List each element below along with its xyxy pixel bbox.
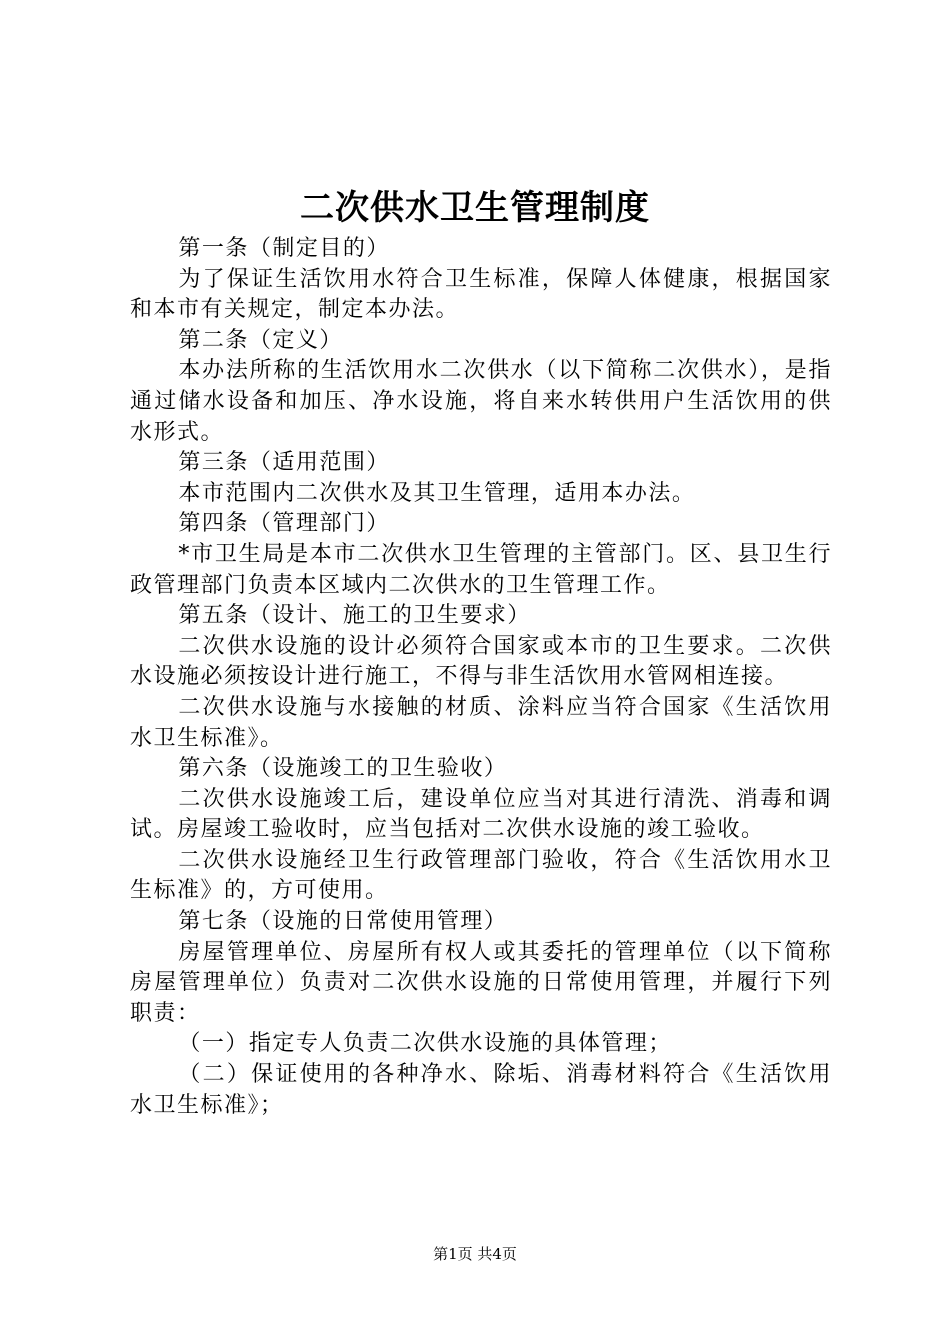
paragraph: *市卫生局是本市二次供水卫生管理的主管部门。区、县卫生行政管理部门负责本区域内二次供水的卫生管理工作。 — [130, 541, 832, 598]
paragraph: 二次供水设施的设计必须符合国家或本市的卫生要求。二次供水设施必须按设计进行施工，不得与非生活饮用水管网相连接。 — [130, 633, 832, 690]
article-heading: 第三条（适用范围） — [178, 450, 390, 476]
paragraph: 本办法所称的生活饮用水二次供水（以下简称二次供水），是指通过储水设备和加压、净水设施，将自来水转供用户生活饮用的供水形式。 — [130, 358, 832, 445]
list-item: （一）指定专人负责二次供水设施的具体管理； — [178, 1031, 672, 1057]
paragraph: 房屋管理单位、房屋所有权人或其委托的管理单位（以下简称房屋管理单位）负责对二次供水设施的日常使用管理，并履行下列职责： — [130, 939, 832, 1026]
article-heading: 第一条（制定目的） — [178, 236, 390, 261]
article-heading: 第七条（设施的日常使用管理） — [178, 909, 508, 935]
paragraph: 为了保证生活饮用水符合卫生标准，保障人体健康，根据国家和本市有关规定，制定本办法。 — [130, 266, 832, 323]
paragraph: 二次供水设施经卫生行政管理部门验收，符合《生活饮用水卫生标准》的，方可使用。 — [130, 847, 832, 904]
article-heading: 第四条（管理部门） — [178, 511, 390, 537]
paragraph: 本市范围内二次供水及其卫生管理，适用本办法。 — [178, 480, 696, 506]
paragraph: 二次供水设施与水接触的材质、涂料应当符合国家《生活饮用水卫生标准》。 — [130, 694, 832, 751]
list-item: （二）保证使用的各种净水、除垢、消毒材料符合《生活饮用水卫生标准》； — [130, 1062, 832, 1118]
document-body — [130, 234, 832, 1121]
document-title: 二次供水卫生管理制度 — [300, 188, 650, 228]
article-heading: 第六条（设施竣工的卫生验收） — [178, 756, 508, 782]
article-heading: 第五条（设计、施工的卫生要求） — [178, 603, 531, 629]
article-heading: 第二条（定义） — [178, 327, 343, 353]
paragraph: 二次供水设施竣工后，建设单位应当对其进行清洗、消毒和调试。房屋竣工验收时，应当包括对二次供水设施的竣工验收。 — [130, 786, 832, 843]
page-number: 第1页 共4页 — [433, 1245, 517, 1263]
